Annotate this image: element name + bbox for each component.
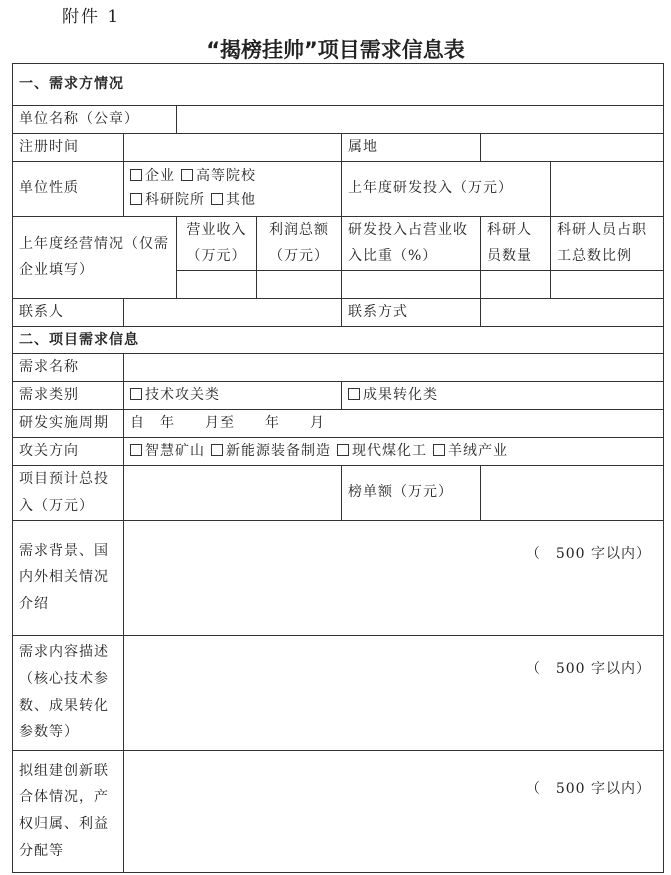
checkbox-icon [130,444,142,456]
checkbox-icon [130,193,142,205]
annex-label: 附件 1 [62,7,121,27]
reg-time-label: 注册时间 [13,134,124,162]
checkbox-icon [130,388,142,400]
checkbox-icon [181,169,193,181]
option-other[interactable]: 其他 [211,192,256,208]
section2-header: 二、项目需求信息 [13,326,664,354]
amount-field[interactable] [481,465,664,520]
col-profit: 利润总额（万元） [257,216,342,270]
option-cashmere[interactable]: 羊绒产业 [433,443,508,459]
background-label: 需求背景、国内外相关情况介绍 [13,520,124,635]
checkbox-icon [337,444,349,456]
unit-name-label: 单位名称（公章） [13,106,177,134]
biz-status-label: 上年度经营情况（仅需企业填写） [13,216,177,298]
rd-last-year-field[interactable] [551,161,664,216]
section1-header: 一、需求方情况 [13,64,664,106]
rd-ratio-field[interactable] [342,270,481,298]
staff-ratio-field[interactable] [551,270,664,298]
unit-type-label: 单位性质 [13,161,124,216]
period-field[interactable]: 自 年 月至 年 月 [124,409,664,437]
checkbox-icon [130,169,142,181]
direction-options [124,437,664,465]
page-title: “揭榜挂帅”项目需求信息表 [206,38,465,62]
rd-last-year-label: 上年度研发投入（万元） [342,161,551,216]
contact-method-field[interactable] [481,298,664,326]
option-new-energy[interactable]: 新能源装备制造 [211,443,331,459]
checkbox-icon [348,388,360,400]
checkbox-icon [211,444,223,456]
option-enterprise[interactable]: 企业 [130,168,175,184]
option-transfer[interactable]: 成果转化类 [342,381,664,409]
revenue-field[interactable] [177,270,257,298]
unit-type-options [124,161,342,216]
checkbox-icon [211,193,223,205]
background-field[interactable]: （ 500 字以内） [124,520,664,635]
col-rd-ratio: 研发投入占营业收入比重（%） [342,216,481,270]
direction-label: 攻关方向 [13,437,124,465]
amount-label: 榜单额（万元） [342,465,481,520]
checkbox-icon [433,444,445,456]
unit-name-field[interactable] [177,106,664,134]
option-coal-chem[interactable]: 现代煤化工 [337,443,427,459]
location-label: 属地 [342,134,481,162]
content-label: 需求内容描述（核心技术参数、成果转化参数等） [13,635,124,750]
period-label: 研发实施周期 [13,409,124,437]
reg-time-field[interactable] [124,134,342,162]
contact-field[interactable] [124,298,342,326]
location-field[interactable] [481,134,664,162]
option-tech[interactable]: 技术攻关类 [124,381,342,409]
col-staff: 科研人员数量 [481,216,551,270]
option-smart-mine[interactable]: 智慧矿山 [130,443,205,459]
req-name-field[interactable] [124,354,664,382]
profit-field[interactable] [257,270,342,298]
col-staff-ratio: 科研人员占职工总数比例 [551,216,664,270]
consortium-field[interactable]: （ 500 字以内） [124,750,664,872]
col-revenue: 营业收入（万元） [177,216,257,270]
invest-field[interactable] [124,465,342,520]
contact-label: 联系人 [13,298,124,326]
option-institute[interactable]: 科研院所 [130,192,205,208]
requirement-form-table [12,63,664,873]
contact-method-label: 联系方式 [342,298,481,326]
staff-field[interactable] [481,270,551,298]
invest-label: 项目预计总投入（万元） [13,465,124,520]
category-label: 需求类别 [13,381,124,409]
content-field[interactable]: （ 500 字以内） [124,635,664,750]
option-university[interactable]: 高等院校 [181,168,256,184]
req-name-label: 需求名称 [13,354,124,382]
consortium-label: 拟组建创新联合体情况，产权归属、利益分配等 [13,750,124,872]
